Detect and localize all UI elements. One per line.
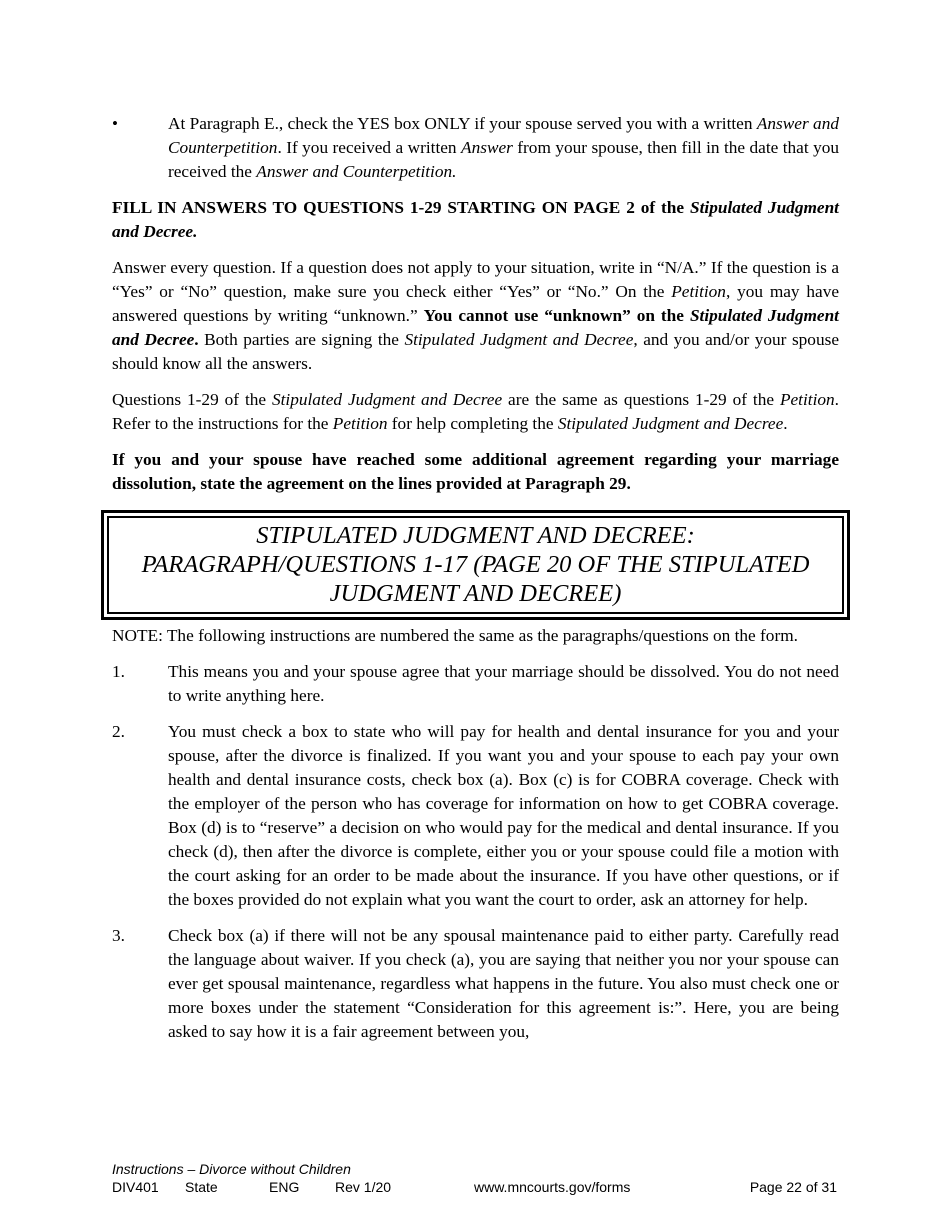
questions-italic: Petition — [779, 390, 835, 409]
agreement-bold: If you and your spouse have reached some additional agreement regarding your marriage dissolution, state the agreement on the lines provided at Paragraph 29. — [112, 450, 839, 493]
questions-text: Questions 1-29 of the — [112, 390, 272, 409]
additional-agreement-paragraph — [112, 448, 839, 496]
answer-text: , you may have answered questions by writing “unknown.” — [112, 282, 840, 325]
answer-bold-italic: Stipulated Judgment and Decree — [112, 306, 839, 349]
questions-text: . — [783, 414, 788, 433]
answer-bold: . — [194, 330, 199, 349]
section-title-line: JUDGMENT AND DECREE) — [329, 580, 622, 607]
answer-every-question-paragraph — [112, 256, 839, 376]
answer-bold: You cannot use “unknown” on the — [423, 306, 690, 325]
answer-text: , and you and/or your spouse should know all the answers. — [112, 330, 839, 373]
section-title-box — [101, 510, 850, 620]
questions-paragraph — [112, 388, 839, 436]
section-title — [107, 516, 844, 614]
questions-italic: Stipulated Judgment and Decree — [271, 390, 503, 409]
questions-italic: Petition — [332, 414, 388, 433]
bullet-text — [168, 112, 839, 184]
section-title-line: PARAGRAPH/QUESTIONS 1-17 (PAGE 20 OF THE STIPULATED — [141, 551, 810, 578]
page-footer — [112, 1160, 839, 1195]
answer-italic: Stipulated Judgment and Decree — [404, 330, 634, 349]
item-number: 2. — [112, 722, 125, 741]
bullet-text-italic: Answer and Counterpetition — [168, 114, 839, 157]
bullet-text-italic: Answer — [461, 138, 513, 157]
bullet-paragraph-e — [112, 112, 839, 184]
footer-title: Instructions – Divorce without Children — [112, 1161, 351, 1177]
answer-text: Answer every question. If a question does not apply to your situation, write in “N/A.” If the question is a “Yes” or “No” question, make sure you check either “Yes” or “No.” On the — [112, 258, 839, 301]
bullet-text-part: At Paragraph E., check the YES box ONLY if your spouse served you with a written — [168, 114, 757, 133]
questions-text: for help completing the — [387, 414, 558, 433]
answer-text: Both parties are signing the — [198, 330, 405, 349]
item-text: You must check a box to state who will pay for health and dental insurance for you and your spouse, after the divorce is finalized. If you want you and your spouse to each pay your own health and dental insurance costs, check box (a). Box (c) is for COBRA coverage. Check with the employer of the person who has coverage for information on how to get COBRA coverage. Box (d) is to “reserve” a decision on who would pay for the medical and dental insurance. If you check (d), then after the divorce is complete, either you or your spouse could file a motion with the court asking for an order to be made about the insurance. If you have other questions, or if the boxes provided do not explain what you want the court to order, ask an attorney for help. — [168, 722, 839, 909]
section-title-line: STIPULATED JUDGMENT AND DECREE: — [256, 522, 695, 549]
footer-page-number: Page 22 of 31 — [749, 1179, 837, 1195]
footer-revision: Rev 1/20 — [335, 1179, 392, 1195]
answer-italic: Petition — [671, 282, 726, 301]
footer-form-id: DIV401 — [112, 1179, 159, 1195]
fill-heading-bold-italic: Stipulated Judgment and Decree. — [112, 198, 839, 241]
bullet-text-part: from your spouse, then fill in the date that you received the — [168, 138, 840, 181]
footer-jurisdiction: State — [185, 1179, 218, 1195]
bullet-mark: • — [112, 114, 118, 133]
numbered-item — [112, 924, 839, 1044]
item-number: 3. — [112, 926, 125, 945]
fill-heading-bold: FILL IN ANSWERS TO QUESTIONS 1-29 STARTING ON PAGE 2 of the — [112, 198, 690, 217]
numbered-item — [112, 720, 839, 912]
item-text: Check box (a) if there will not be any spousal maintenance paid to either party. Carefully read the language about waiver. If you check (a), you are saying that neither you nor your spouse can ever get spousal maintenance, regardless what happens in the future. You also must check one or more boxes under the statement “Consideration for this agreement is:”. Here, you are being asked to say how it is a fair agreement between you, — [168, 926, 839, 1041]
fill-in-heading — [112, 196, 839, 244]
questions-text: are the same as questions 1-29 of the — [502, 390, 780, 409]
questions-text: . Refer to the instructions for the — [112, 390, 839, 433]
item-text: This means you and your spouse agree that your marriage should be dissolved. You do not need to write anything here. — [168, 662, 839, 705]
questions-italic: Stipulated Judgment and Decree — [557, 414, 784, 433]
bullet-text-italic: Answer and Counterpetition. — [256, 162, 457, 181]
numbered-item — [112, 660, 839, 708]
item-number: 1. — [112, 662, 125, 681]
footer-url: www.mncourts.gov/forms — [474, 1179, 631, 1195]
bullet-text-part: . If you received a written — [277, 138, 462, 157]
footer-language: ENG — [269, 1179, 300, 1195]
note-text: NOTE: The following instructions are numbered the same as the paragraphs/questions on the form. — [112, 626, 798, 645]
document-body — [112, 112, 839, 1056]
